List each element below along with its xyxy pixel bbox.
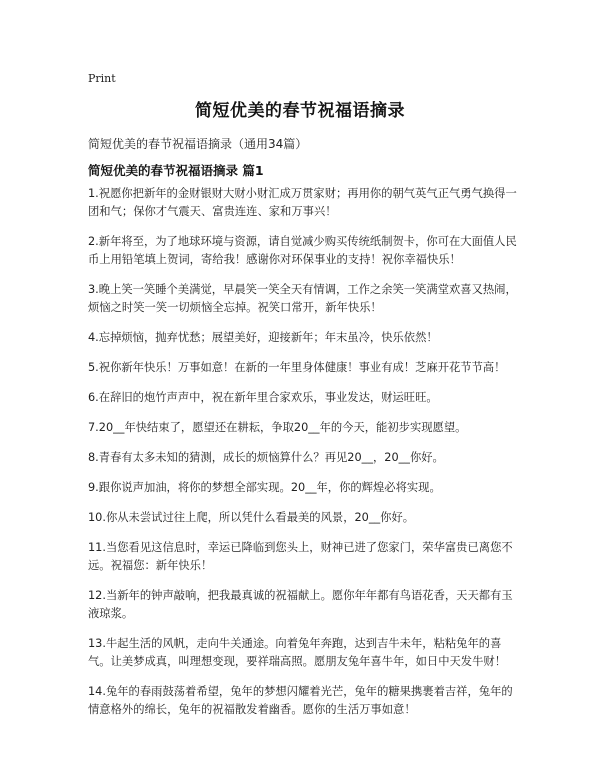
blessing-item-2: 2.新年将至，为了地球环境与资源，请自觉减少购买传统纸制贺卡，你可在大面值人民币上用铅笔填上贺词，寄给我！感谢你对环保事业的支持！祝你幸福快乐！ bbox=[88, 235, 517, 266]
blessing-item-1: 1.祝愿你把新年的金财银财大财小财汇成万贯家财；再用你的朝气英气正气勇气换得一团和气；保你才气震天、富贵连连、家和万事兴！ bbox=[88, 187, 517, 218]
blessing-list bbox=[88, 185, 520, 731]
blessing-item-3: 3.晚上笑一笑睡个美满觉，早晨笑一笑全天有情调，工作之余笑一笑满堂欢喜又热闹，烦恼之时笑一笑一切烦恼全忘掉。祝笑口常开，新年快乐！ bbox=[88, 283, 517, 314]
blessing-item-4: 4.忘掉烦恼，抛弃忧愁；展望美好，迎接新年；年末虽冷，快乐依然！ bbox=[88, 331, 438, 344]
blessing-item-5: 5.祝你新年快乐！万事如意！在新的一年里身体健康！事业有成！芝麻开花节节高！ bbox=[88, 361, 506, 374]
document-subtitle: 简短优美的春节祝福语摘录（通用34篇） bbox=[88, 137, 308, 151]
blessing-item-7: 7.20__年快结束了，愿望还在耕耘，争取20__年的今天，能初步实现愿望。 bbox=[88, 421, 467, 434]
print-label[interactable]: Print bbox=[88, 72, 116, 85]
blessing-item-8: 8.青春有太多未知的猜测，成长的烦恼算什么？再见20__，20__你好。 bbox=[88, 451, 444, 464]
blessing-item-9: 9.跟你说声加油，将你的梦想全部实现。20__年，你的辉煌必将实现。 bbox=[88, 481, 441, 494]
page-title: 简短优美的春节祝福语摘录 bbox=[195, 101, 405, 121]
blessing-item-10: 10.你从未尝试过往上爬，所以凭什么看最美的风景，20__你好。 bbox=[88, 511, 415, 524]
blessing-item-6: 6.在辞旧的炮竹声声中，祝在新年里合家欢乐，事业发达，财运旺旺。 bbox=[88, 391, 438, 404]
blessing-item-14: 14.兔年的春雨鼓荡着希望，兔年的梦想闪耀着光芒，兔年的糖果携裹着吉祥，兔年的情意格外的绵长，兔年的祝福散发着幽香。愿你的生活万事如意！ bbox=[88, 685, 513, 716]
blessing-item-13: 13.牛起生活的风帆，走向牛关通途。向着兔年奔跑，达到吉牛未年，粘粘兔年的喜气。让美梦成真，叫理想变现，要祥瑞高照。愿朋友兔年喜牛年，如日中天发牛财！ bbox=[88, 637, 506, 668]
section-heading: 简短优美的春节祝福语摘录 篇1 bbox=[88, 163, 264, 178]
blessing-item-12: 12.当新年的钟声敲响，把我最真诚的祝福献上。愿你年年都有鸟语花香，天天都有玉液琼浆。 bbox=[88, 589, 513, 620]
blessing-item-11: 11.当您看见这信息时，幸运已降临到您头上，财神已进了您家门，荣华富贵已离您不远。祝福您：新年快乐！ bbox=[88, 541, 513, 572]
